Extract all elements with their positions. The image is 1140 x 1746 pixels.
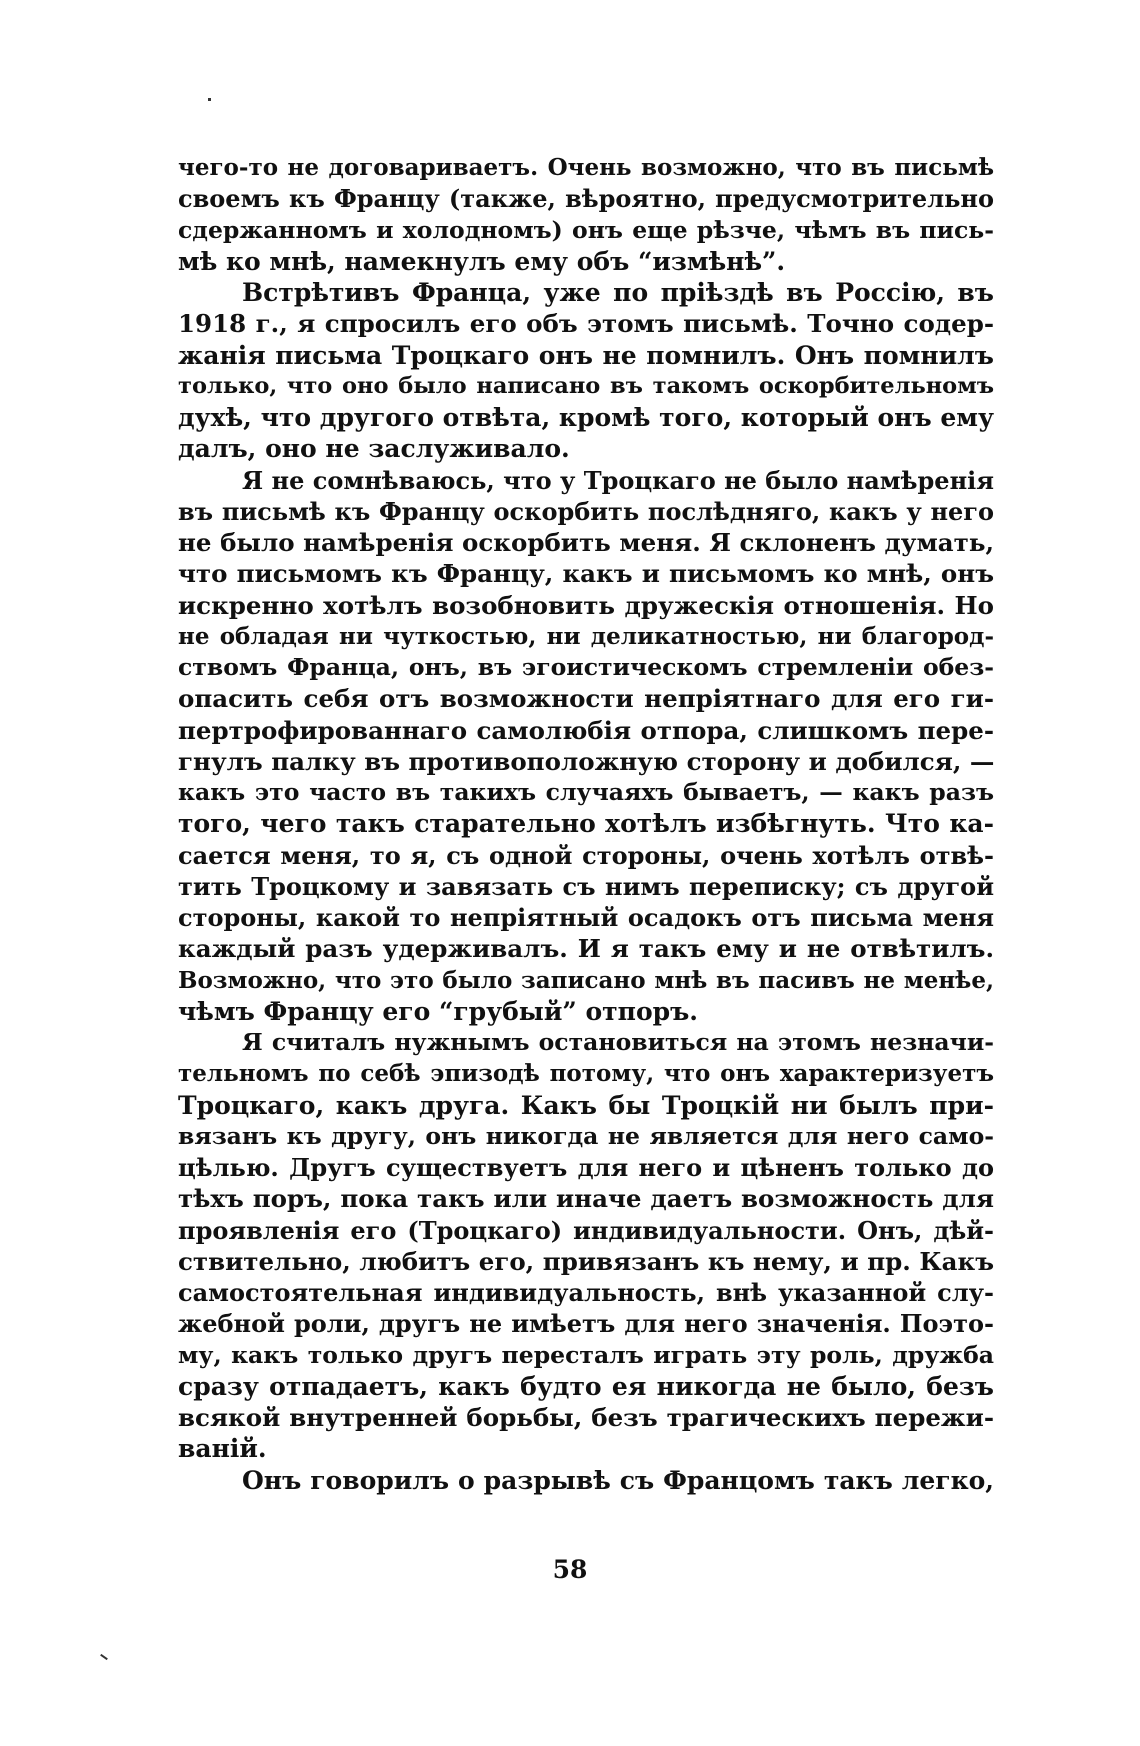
text-line: каждый разъ удерживалъ. И я такъ ему и не отвѣтилъ. — [178, 934, 994, 964]
body-text — [178, 152, 994, 1496]
text-line: тельномъ по себѣ эпизодѣ потому, что онъ характеризуетъ — [178, 1060, 994, 1088]
text-line: жанія письма Троцкаго онъ не помнилъ. Онъ помнилъ — [178, 340, 994, 370]
text-line: сдержанномъ и холодномъ) онъ еще рѣзче, чѣмъ въ пись- — [178, 215, 994, 244]
text-line: гнулъ палку въ противоположную сторону и добился, — — [178, 746, 995, 776]
text-line: стороны, какой то непріятный осадокъ отъ письма меня — [178, 903, 994, 932]
text-line: тѣхъ поръ, пока такъ или иначе даетъ возможность для — [178, 1184, 994, 1214]
text-line: только, что оно было написано въ такомъ оскорбительномъ — [178, 372, 994, 399]
text-line: чего-то не договариваетъ. Очень возможно, что въ письмѣ — [178, 154, 994, 181]
text-line: искренно хотѣлъ возобновить дружескія отношенія. Но — [178, 590, 994, 620]
paragraph-start-line: Онъ говорилъ о разрывѣ съ Францомъ такъ легко, — [242, 1465, 994, 1495]
text-line: всякой внутренней борьбы, безъ трагическихъ пережи- — [178, 1403, 994, 1432]
paragraph-start-line: Встрѣтивъ Франца, уже по пріѣздѣ въ Россію, въ — [242, 278, 994, 307]
paragraph-start-line: Я не сомнѣваюсь, что у Троцкаго не было намѣренія — [242, 465, 994, 495]
text-line: своемъ къ Францу (также, вѣроятно, предусмотрительно — [178, 184, 994, 214]
text-line: вязанъ къ другу, онъ никогда не является для него само- — [178, 1121, 994, 1150]
text-line: опасить себя отъ возможности непріятнаго для его ги- — [178, 684, 994, 714]
text-line: жебной роли, другъ не имѣетъ для него значенія. Поэто- — [178, 1309, 994, 1339]
text-line: цѣлью. Другъ существуетъ для него и цѣненъ только до — [178, 1153, 994, 1182]
paragraph-start-line: Я считалъ нужнымъ остановиться на этомъ незначи- — [242, 1028, 994, 1056]
text-line: какъ это часто въ такихъ случаяхъ бываетъ, — какъ разъ — [178, 778, 994, 806]
text-line: сается меня, то я, съ одной стороны, очень хотѣлъ отвѣ- — [178, 840, 994, 870]
text-line: му, какъ только другъ пересталъ играть эту роль, дружба — [178, 1340, 994, 1369]
text-line: 1918 г., я спросилъ его объ этомъ письмѣ. Точно содер- — [178, 309, 994, 339]
text-line: того, чего такъ старательно хотѣлъ избѣгнуть. Что ка- — [178, 809, 994, 839]
page-number: 58 — [552, 1555, 588, 1584]
text-line: сразу отпадаетъ, какъ будто ея никогда не было, безъ — [178, 1371, 994, 1401]
text-line: ствительно, любитъ его, привязанъ къ нему, и пр. Какъ — [178, 1246, 994, 1276]
text-line: ствомъ Франца, онъ, въ эгоистическомъ стремленіи обез- — [178, 653, 994, 681]
text-line: мѣ ко мнѣ, намекнулъ ему объ “измѣнѣ”. — [178, 246, 786, 276]
text-line: проявленія его (Троцкаго) индивидуальности. Онъ, дѣй- — [178, 1215, 994, 1245]
text-line: тить Троцкому и завязать съ нимъ переписку; съ другой — [178, 871, 994, 901]
text-line: чѣмъ Францу его “грубый” отпоръ. — [178, 996, 698, 1026]
text-line: Троцкаго, какъ друга. Какъ бы Троцкій ни былъ при- — [178, 1090, 994, 1120]
text-line: далъ, оно не заслуживало. — [178, 434, 570, 464]
text-line: самостоятельная индивидуальность, внѣ указанной слу- — [178, 1278, 994, 1307]
scan-speck — [208, 98, 211, 101]
text-line: не было намѣренія оскорбить меня. Я склоненъ думать, — [178, 528, 994, 557]
text-line: пертрофированнаго самолюбія отпора, слишкомъ пере- — [178, 715, 994, 745]
text-line: Возможно, что это было записано мнѣ въ пасивъ не менѣе, — [178, 966, 994, 994]
text-line: что письмомъ къ Францу, какъ и письмомъ ко мнѣ, онъ — [178, 559, 994, 589]
text-line: духѣ, что другого отвѣта, кромѣ того, который онъ ему — [178, 403, 994, 432]
text-line: въ письмѣ къ Францу оскорбить послѣдняго, какъ у него — [178, 496, 994, 526]
text-line: не обладая ни чуткостью, ни деликатностью, ни благород- — [178, 622, 994, 650]
scan-speck — [100, 1654, 108, 1660]
text-line: ваній. — [178, 1434, 267, 1464]
